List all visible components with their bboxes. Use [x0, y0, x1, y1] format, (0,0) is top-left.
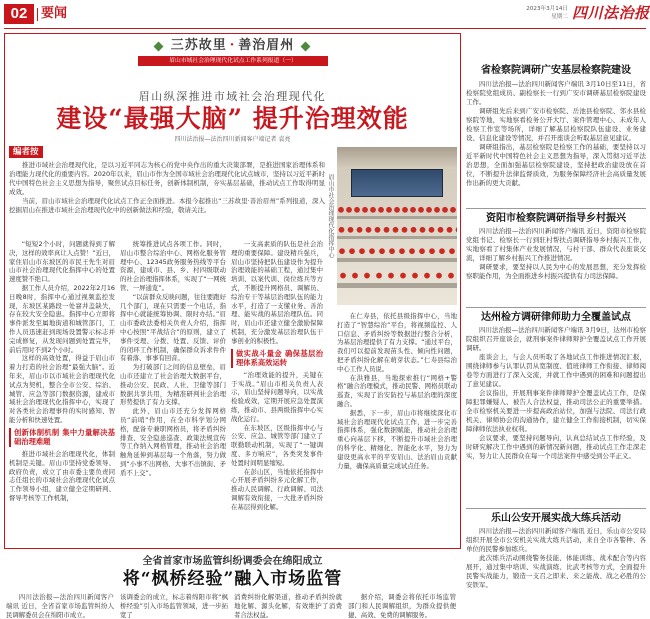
brief-body	[466, 80, 646, 205]
brief-paragraph: 此次练兵活动围绕警务技能、体能训练、战术配合等内容展开，通过集中培训、实战演练、比武考核等方式，全面提升民警实战能力，锻造一支召之即来、来之能战、战之必胜的公安铁军。	[466, 554, 646, 589]
bottom-article-headline: 将“枫桥经验”融入市场监管	[122, 569, 343, 589]
section-subheading: 创新体制机制 集中力量解决基础治理难题	[9, 428, 115, 447]
body-paragraph: 消费纠纷化解渠道，推动矛盾纠纷就地化解、源头化解，有效维护了消费者合法权益。	[234, 593, 342, 619]
brief-paragraph: 四川法治报—法治四川新闻客户端讯 近日，资阳市检察院党组书记、检察长一行到驻村帮扶点调研指导乡村振兴工作，实地察看了村集体产业发展情况，与村干部、群众代表座谈交流，详细了解乡村振兴工作推进情况。	[466, 227, 646, 262]
body-paragraph: 这样的高效处置，得益于眉山市着力打造的社会治理“最强大脑”。近年来，眉山市以市域社会治理现代化试点为契机，整合全市公安、综治、城管、应急等部门数据资源，建成市域社会治理现代化指挥中心，实现了对各类社会治理事件的实时感知、智能分析和快速处置。	[9, 354, 115, 424]
brief-paragraph: 调研组先后来到广安市检察院、岳池县检察院、邻水县检察院等地，实地察看检务公开大厅、案件管理中心、未成年人检察工作室等场所，详细了解基层检察院队伍建设、业务建设、信息化建设等情况，并召开座谈会听取基层意见建议。	[466, 107, 646, 142]
banner-title-right: 善治眉州	[238, 38, 295, 53]
article-kicker: 眉山纵深推进市域社会治理现代化	[138, 90, 327, 103]
editor-note-paragraph: 推进市域社会治理现代化，是以习近平同志为核心的党中央作出的重大决策部署，是推进国家治理体系和治理能力现代化的重要内容。2020年以来，眉山市作为全国市域社会治理现代化试点城市，坚持以习近平新时代中国特色社会主义思想为指导，聚焦试点目标任务，创新体制机制，夯实基层基础，推动试点工作取得明显成效。	[9, 161, 325, 196]
body-paragraph: 为打破部门之间的信息壁垒，眉山市还建立了社会治理大数据平台，推动公安、民政、人社、卫健等部门数据共享共用，为精准研判社会治理形势提供了有力支撑。	[120, 363, 226, 407]
body-paragraph: 据介绍，调委会将依托市场监管部门和人民调解组织，为群众提供便捷、高效、免费的调解服务。	[348, 593, 456, 619]
body-paragraph: 在仁寿县，依托县级指挥中心，当地打造了“智慧综治”平台，将视频监控、人口信息、矛盾纠纷等数据进行整合分析，为基层治理提供了有力支撑。“通过平台，我们可以提前发现苗头性、倾向性问题，把矛盾纠纷化解在萌芽状态。”仁寿县综治中心工作人员说。	[337, 312, 457, 373]
editor-note-paragraph: 当前，眉山市域社会治理现代化试点工作正全面推进。本报今起推出“三苏故里·善治眉州”系列报道，深入挖掘眉山在推进市域社会治理现代化中的创新做法和经验，敬请关注。	[9, 197, 325, 214]
bottom-article-kicker: 全省首家市场监管纠纷调委会在绵阳成立	[142, 556, 323, 567]
body-paragraph: 一支高素质的队伍是社会治理的重要保障。建设精兵强兵，眉山市坚持把队伍建设作为提升治理效能的基础工程，通过集中培训、以案代训、岗位练兵等方式，不断提升网格员、调解员、综治专干等基层治理队伍的能力水平，打造了一支懂业务、善治理、能实战的基层治理队伍。同时，眉山市还建立健全激励保障机制，充分激发基层治理队伍干事创业的积极性。	[231, 240, 323, 345]
body-paragraph: 该调委会的成立，标志着绵阳市将“枫桥经验”引入市场监管领域，进一步拓宽了	[120, 593, 228, 619]
header-rule	[4, 28, 646, 29]
brief-body	[466, 527, 646, 614]
body-paragraph: 此外，眉山市还充分发挥网格员“前哨”作用，在全市科学划分网格，配备专兼职网格员，将矛盾纠纷排查、安全隐患巡查、政策法规宣传等工作纳入网格管理，推动社会治理触角延伸到基层每一个角落，努力做到“小事不出网格、大事不出镇街、矛盾不上交”。	[120, 407, 226, 477]
brief-paragraph: 调研要求，要坚持以人民为中心的发展思想，充分发挥检察职能作用，为全面推进乡村振兴提供有力司法保障。	[466, 263, 646, 280]
brief-paragraph: 会议要求，要坚持问题导向，认真总结试点工作经验，及时研究解决工作中遇到的新情况新问题，推动试点工作走深走实，努力让人民群众在每一个司法案件中感受到公平正义。	[466, 434, 646, 460]
brief-body	[466, 227, 646, 304]
brief-paragraph: 四川法治报—法治四川新闻客户端讯 近日，乐山市公安局组织开展全市公安机关实战大练兵活动，来自全市各警种、各单位的民警参加练兵。	[466, 527, 646, 553]
body-paragraph: 在洪雅县，当地探索推行“网格+警格”融合治理模式，推动民警、网格员联动巡查，实现了治安防控与基层治理的深度融合。	[337, 373, 457, 408]
brief-divider	[466, 508, 646, 509]
photo-caption: 眉山市社会治理现代化指挥中心	[327, 174, 334, 258]
editor-note-tag: 编者按	[9, 146, 43, 158]
article-column-2	[120, 240, 226, 546]
photo-desk	[337, 283, 457, 288]
brief-paragraph: 会议指出，开展刑事案件律师辩护全覆盖试点工作，是保障犯罪嫌疑人、被告人合法权益，推动司法公正的重要举措。全市检察机关要进一步提高政治站位，加强与法院、司法行政机关、律师协会的沟通协作，建立健全工作衔接机制，切实保障律师依法执业权利。	[466, 389, 646, 433]
bottom-article-column	[120, 593, 228, 619]
brief-paragraph: 四川法治报—法治四川新闻客户端讯 3月10日至11日，省检察院党组成员、副检察长一行到广安市调研基层检察院建设工作。	[466, 80, 646, 106]
brief-title: 省检察院调研广安基层检察院建设	[481, 65, 631, 76]
command-center-photo	[337, 147, 457, 305]
header-divider	[37, 8, 38, 21]
photo-desk	[337, 258, 457, 262]
section-label: 要闻	[41, 6, 68, 21]
body-paragraph: 在东坡区，区级指挥中心与公安、应急、城管等部门建立了联勤联动机制，实现了“一键调度、多方响应”，各类突发事件处置时间明显缩短。	[231, 423, 323, 467]
brief-title: 资阳市检察院调研指导乡村振兴	[486, 213, 626, 224]
body-paragraph: 据悉，下一步，眉山市将继续深化市域社会治理现代化试点工作，进一步完善指挥体系，强化数据赋能，推动社会治理重心向基层下移，不断提升市域社会治理的科学化、精细化、智能化水平，努力为建设更高水平的平安眉山、法治眉山贡献力量，确保高质量完成试点任务。	[337, 408, 457, 470]
page-number: 02	[4, 4, 34, 24]
brief-divider	[466, 208, 646, 209]
bottom-article-column	[234, 593, 342, 619]
brief-paragraph: 四川法治报—法治四川新闻客户端讯 3月9日，达州市检察院组织召开座谈会，就刑事案件律师辩护全覆盖试点工作开展调研。	[466, 326, 646, 352]
masthead-logo: 四川法治报	[572, 4, 650, 22]
body-paragraph: “治理效能的提升，关键在于实战。”眉山市相关负责人表示，眉山坚持问题导向，以实战检验成效，定期开展应急处置演练，推动市、县两级指挥中心实战化运行。	[231, 370, 323, 423]
body-paragraph: “短短2个小时，问题就得到了解决，这样的效率真让人点赞！”近日，家住眉山市东坡区的市民王先生对眉山市社会治理现代化指挥中心的处置速度赞不绝口。	[9, 240, 115, 284]
photo-ceiling	[337, 147, 457, 169]
brief-divider	[466, 307, 646, 308]
body-paragraph: 在彭山区，当地依托指挥中心开展矛盾纠纷多元化解工作，推动人民调解、行政调解、司法调解有效衔接，一大批矛盾纠纷在基层得到化解。	[231, 467, 323, 511]
bottom-article-column	[6, 593, 114, 619]
brief-paragraph: 调研组指出，基层检察院是检察工作的基础，要坚持以习近平新时代中国特色社会主义思想为指导，深入贯彻习近平法治思想，全面加强基层检察院建设，坚持把政治建设放在首位，不断提升法律监督质效，为服务保障经济社会高质量发展作出新的更大贡献。	[466, 143, 646, 187]
body-paragraph: 四川法治报—法治四川新闻客户端讯 近日，全省首家市场监管纠纷人民调解委员会在绵阳市成立。	[6, 593, 114, 619]
banner-separator: ·	[229, 38, 236, 53]
brief-paragraph: 座谈会上，与会人员听取了各地试点工作推进情况汇报，围绕律师参与认罪认罚从宽制度、值班律师工作衔接、律师阅卷等方面进行了深入交流，并就工作中遇到的困难和问题提出了意见建议。	[466, 353, 646, 388]
series-banner-title	[5, 38, 460, 54]
banner-title-left: 三苏故里	[170, 38, 227, 53]
body-paragraph: 推进市域社会治理现代化，体制机制是关键。眉山市坚持党委领导、政府负责，成立了由市委主要负责同志任组长的市域社会治理现代化试点工作领导小组，建立健全定期研判、督导考核等工作机制，	[9, 449, 115, 502]
article-headline: 建设“最强大脑” 提升治理效能	[56, 104, 409, 133]
article-column-4	[337, 312, 457, 546]
series-banner-ribbon: 眉山市域社会治理现代化试点工作系列报道（一）	[138, 56, 328, 66]
article-column-1	[9, 240, 115, 546]
article-column-3	[231, 240, 323, 546]
photo-desk	[337, 216, 457, 219]
article-byline: 四川法治报—法治四川新闻客户端记者 袁亮	[174, 136, 291, 143]
brief-body	[466, 326, 646, 506]
issue-date	[512, 6, 568, 21]
photo-desk	[337, 236, 457, 239]
photo-display-wall	[351, 169, 443, 197]
main-article-frame	[4, 33, 461, 549]
brief-title: 乐山公安开展实战大练兵活动	[491, 513, 621, 524]
body-paragraph: 统筹推进试点各项工作。同时，眉山市整合综治中心、网格化服务管理中心、12345政务服务热线等平台资源，建成市、县、乡、村四级联动的社会治理指挥体系，实现了“一网统管、一屏通览”。	[120, 240, 226, 292]
weekday-text: 星期二	[551, 13, 568, 20]
section-subheading: 做实战斗量金 确保基层治理体系高效运转	[231, 349, 323, 368]
body-paragraph: 据工作人员介绍，2022年2月16日晚8时，指挥中心通过视频监控发现，东坡区某路段一处窨井盖缺失，存在较大安全隐患。指挥中心立即将事件派发至属地街道和城管部门，工作人员迅速赶到现场设置警示标志并完成修复，从发现问题到处置完毕，前后用时不到2个小时。	[9, 283, 115, 354]
date-text: 2023年3月14日	[526, 6, 568, 12]
body-paragraph: “以前群众反映问题，往往要跑好几个部门，现在只需要一个电话，指挥中心就能统筹协调、限时办结。”眉山市委政法委相关负责人介绍，指挥中心按照“平战结合”的原则，建立了事件受理、分拨、处置、反馈、评价的闭环工作机制，确保群众诉求件件有着落、事事有回音。	[120, 292, 226, 363]
bottom-article-column	[348, 593, 456, 619]
photo-staff-row	[337, 270, 457, 284]
brief-title: 达州检方调研律师助力全覆盖试点	[481, 312, 631, 323]
editor-note	[9, 161, 325, 235]
